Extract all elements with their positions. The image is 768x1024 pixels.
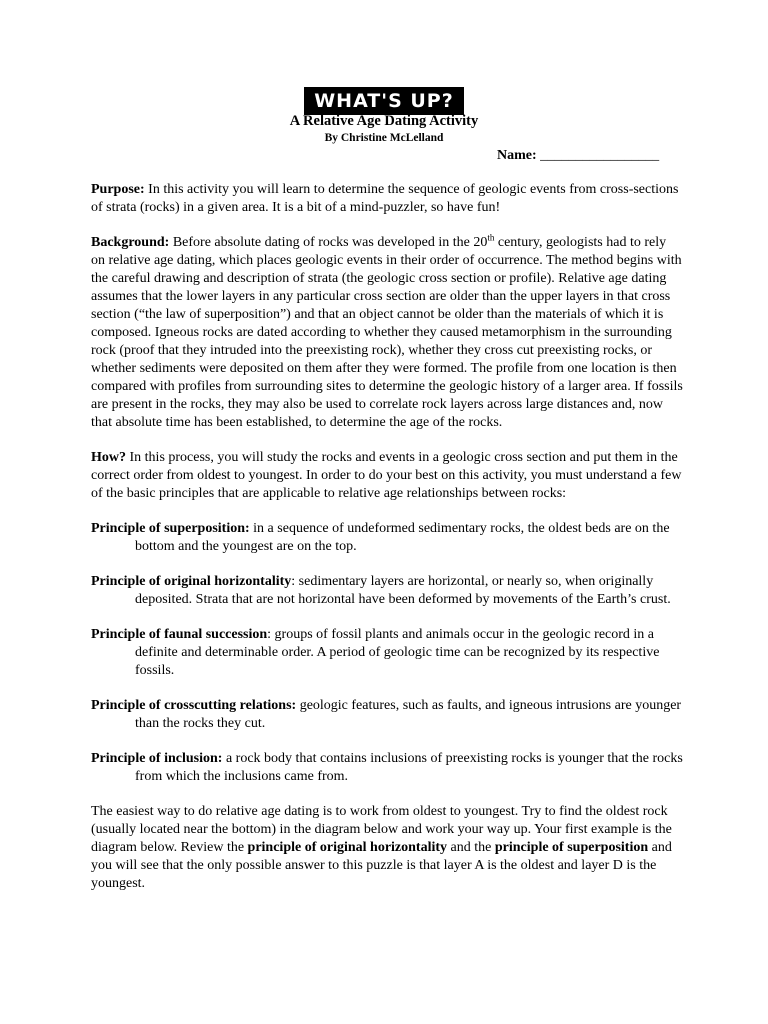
closing-text-2: and the (447, 840, 495, 855)
name-label: Name: (497, 148, 537, 163)
name-field (497, 147, 659, 164)
background-label: Background: (91, 235, 170, 250)
principle-superposition (91, 520, 683, 556)
background-superscript: th (487, 232, 495, 243)
document-subtitle: A Relative Age Dating Activity (289, 113, 479, 129)
principle-term: Principle of superposition: (91, 521, 250, 536)
title-logo-text: WHAT'S UP? (304, 87, 464, 115)
name-blank-line: _________________ (540, 148, 660, 163)
background-text-rest: century, geologists had to rely on relative age dating, which places geologic events in their order of occurrence. The method begins with the careful drawing and description of strata (the geologic cross section or profile). Relative age dating assumes that the lower layers in any particular cross section are older than the upper layers in that cross section (“the law of superposition”) and that an object cannot be older than the materials of which it is composed. Igneous rocks are dated according to whether they caused metamorphism in the surrounding rock (proof that they intruded into the preexisting rock), whether they cross cut preexisting rocks, or whether sediments were deposited on them after they were formed. The profile from one location is then compared with profiles from surrounding sites to determine the geologic history of a larger area. If fossils are present in the rocks, they may also be used to correlate rock layers across large distances and, now that absolute time has been established, to determine the age of the rocks. (91, 235, 683, 430)
purpose-paragraph (91, 181, 683, 217)
closing-text-1: The easiest way to do relative age dating is to work from oldest to youngest. Try to find the oldest rock (usually located near the bottom) in the diagram below and work your way up. Your first example is the diagram below. Review the (91, 804, 672, 855)
background-paragraph (91, 234, 683, 432)
document-body (91, 181, 683, 910)
background-text-start: Before absolute dating of rocks was developed in the 20 (172, 235, 488, 250)
closing-text-3: and you will see that the only possible answer to this puzzle is that layer A is the oldest and layer D is the youngest. (91, 840, 672, 891)
principle-definition: : groups of fossil plants and animals occur in the geologic record in a definite and determinable order. A period of geologic time can be recognized by its respective fossils. (135, 627, 660, 678)
principle-crosscutting-relations (91, 697, 683, 733)
principle-term: Principle of faunal succession (91, 627, 268, 642)
closing-bold-horizontality: principle of original horizontality (247, 840, 448, 855)
principle-term: Principle of original horizontality (91, 574, 292, 589)
how-paragraph (91, 449, 683, 503)
purpose-text: In this activity you will learn to determine the sequence of geologic events from cross-sections of strata (rocks) in a given area. It is a bit of a mind-puzzler, so have fun! (91, 182, 679, 215)
principle-term: Principle of inclusion: (91, 751, 223, 766)
principle-definition: a rock body that contains inclusions of preexisting rocks is younger that the rocks from which the inclusions came from. (135, 751, 683, 784)
title-logo (244, 88, 524, 114)
closing-bold-superposition: principle of superposition (494, 840, 649, 855)
principle-inclusion (91, 750, 683, 786)
principle-definition: : sedimentary layers are horizontal, or nearly so, when originally deposited. Strata that are not horizontal have been deformed by movements of the Earth’s crust. (135, 574, 671, 607)
how-text: In this process, you will study the rocks and events in a geologic cross section and put them in the correct order from oldest to youngest. In order to do your best on this activity, you must understand a few of the basic principles that are applicable to relative age relationships between rocks: (91, 450, 682, 501)
principle-original-horizontality (91, 573, 683, 609)
purpose-label: Purpose: (91, 182, 145, 197)
principle-term: Principle of crosscutting relations: (91, 698, 297, 713)
closing-paragraph (91, 803, 683, 893)
principle-definition: geologic features, such as faults, and igneous intrusions are younger than the rocks they cut. (135, 698, 682, 731)
principle-definition: in a sequence of undeformed sedimentary rocks, the oldest beds are on the bottom and the youngest are on the top. (135, 521, 670, 554)
how-label: How? (91, 450, 126, 465)
author-byline: By Christine McLelland (324, 132, 444, 144)
principle-faunal-succession (91, 626, 683, 680)
